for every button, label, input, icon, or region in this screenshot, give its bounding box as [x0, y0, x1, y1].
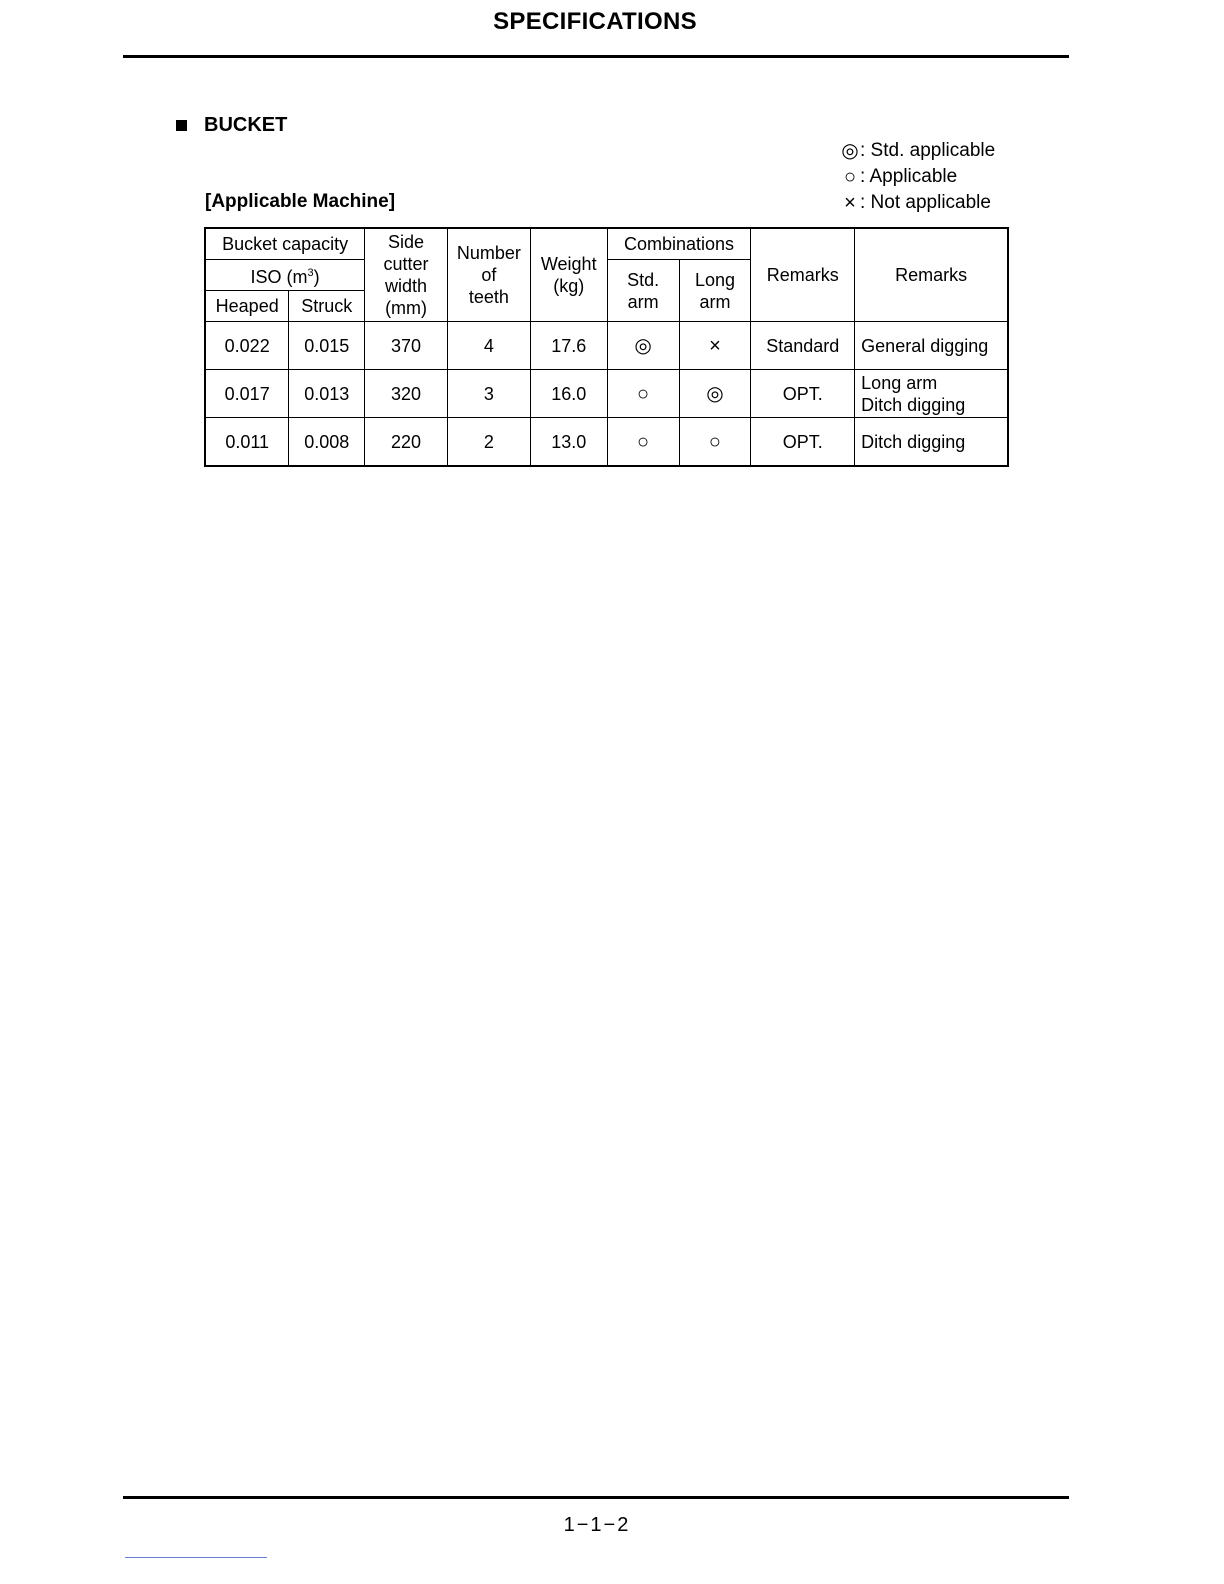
- header-weight: Weight (kg): [530, 228, 607, 322]
- cell-std-arm: ○: [607, 418, 679, 467]
- cell-std-arm: ○: [607, 370, 679, 418]
- cell-remarks-2: General digging: [855, 322, 1008, 370]
- section-heading-text: BUCKET: [204, 114, 288, 136]
- cell-weight: 13.0: [530, 418, 607, 467]
- cell-heaped: 0.017: [205, 370, 289, 418]
- header-remarks-2: Remarks: [855, 228, 1008, 322]
- header-bucket-capacity: Bucket capacity: [205, 228, 365, 260]
- header-struck: Struck: [289, 291, 365, 322]
- cell-teeth: 3: [447, 370, 530, 418]
- cell-struck: 0.015: [289, 322, 365, 370]
- cross-icon: ×: [844, 192, 856, 214]
- legend-item-applicable: [840, 164, 995, 190]
- page-title: SPECIFICATIONS: [493, 8, 697, 35]
- cell-long-arm: ◎: [679, 370, 751, 418]
- cell-long-arm: ×: [679, 322, 751, 370]
- bucket-spec-table: [204, 227, 1009, 467]
- corner-mark: [125, 1557, 267, 1558]
- cell-std-arm: ◎: [607, 322, 679, 370]
- cell-heaped: 0.022: [205, 322, 289, 370]
- legend-item-not-applicable: [840, 190, 995, 216]
- header-combinations: Combinations: [607, 228, 751, 260]
- table-row: [205, 370, 1008, 418]
- cell-side-cutter-width: 320: [365, 370, 448, 418]
- table-subheading: [Applicable Machine]: [205, 191, 396, 212]
- legend-label: : Applicable: [860, 166, 958, 187]
- section-heading: [176, 114, 287, 137]
- legend-label: : Not applicable: [860, 192, 991, 213]
- cell-struck: 0.013: [289, 370, 365, 418]
- header-rule: [123, 55, 1069, 58]
- cell-weight: 17.6: [530, 322, 607, 370]
- header-long-arm: Long arm: [679, 260, 751, 322]
- header-iso: ISO $(m^3)$: [205, 260, 365, 291]
- cell-heaped: 0.011: [205, 418, 289, 467]
- cell-long-arm: ○: [679, 418, 751, 467]
- cell-remarks-1: OPT.: [751, 370, 855, 418]
- circle-icon: ○: [843, 166, 857, 188]
- table-row: [205, 322, 1008, 370]
- cell-remarks-2: Ditch digging: [855, 418, 1008, 467]
- header-heaped: Heaped: [205, 291, 289, 322]
- double-circle-icon: ◎: [841, 140, 859, 162]
- header-number-of-teeth: Number of teeth: [447, 228, 530, 322]
- cell-remarks-1: Standard: [751, 322, 855, 370]
- page-number: 1−1−2: [563, 1514, 631, 1536]
- table-row: [205, 418, 1008, 467]
- cell-teeth: 2: [447, 418, 530, 467]
- cell-side-cutter-width: 220: [365, 418, 448, 467]
- symbol-legend: [840, 138, 995, 216]
- cell-struck: 0.008: [289, 418, 365, 467]
- cell-side-cutter-width: 370: [365, 322, 448, 370]
- bullet-square-icon: [176, 120, 187, 131]
- footer-rule: [123, 1496, 1069, 1499]
- header-std-arm: Std. arm: [607, 260, 679, 322]
- cell-remarks-1: OPT.: [751, 418, 855, 467]
- legend-item-std-applicable: [840, 138, 995, 164]
- cell-teeth: 4: [447, 322, 530, 370]
- header-remarks-1: Remarks: [751, 228, 855, 322]
- legend-label: : Std. applicable: [860, 140, 996, 161]
- cell-remarks-2: Long arm Ditch digging: [855, 370, 1008, 418]
- cell-weight: 16.0: [530, 370, 607, 418]
- header-side-cutter-width: Side cutter width (mm): [365, 228, 448, 322]
